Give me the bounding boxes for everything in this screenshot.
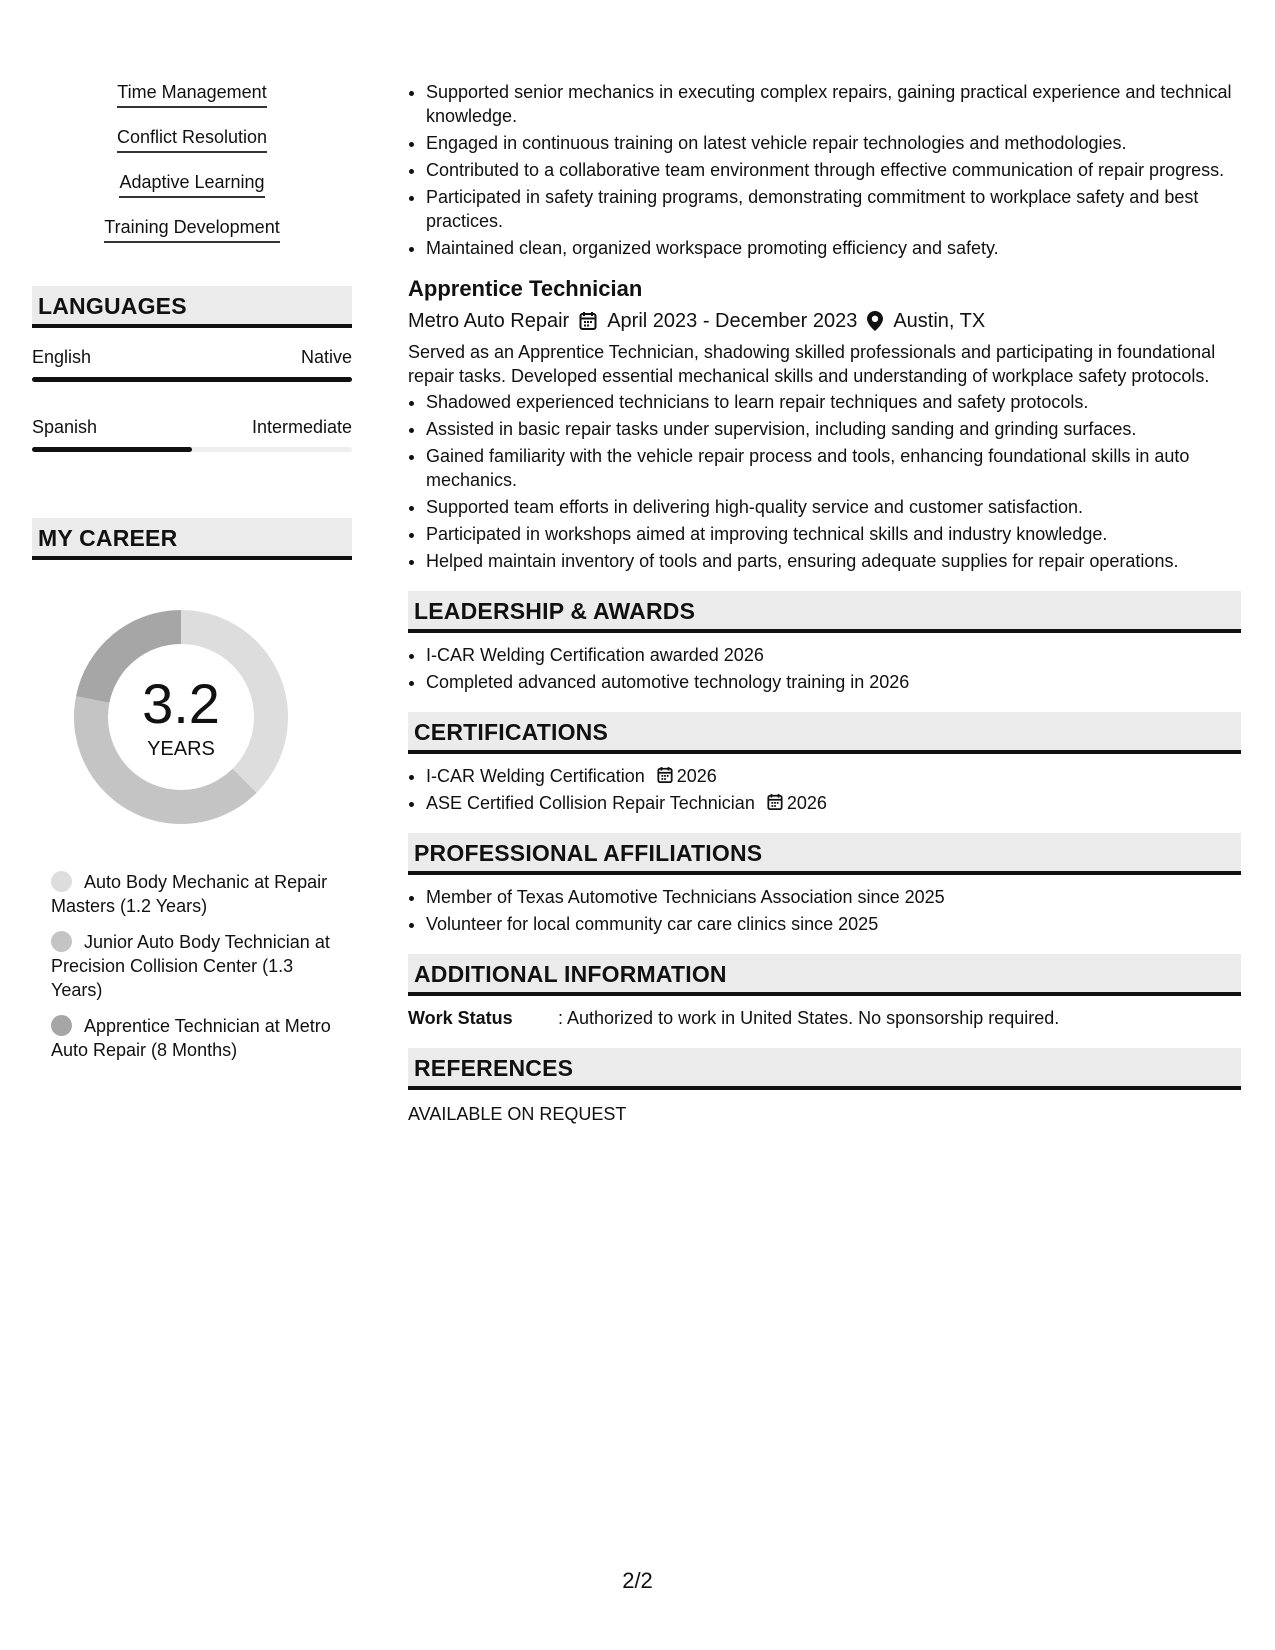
list-item: • Gained familiarity with the vehicle repair process and tools, enhancing foundational skills in auto mechanics. xyxy=(426,444,1241,492)
career-legend-item: Junior Auto Body Technician at Precision Collision Center (1.3 Years) xyxy=(51,932,330,1000)
job-location: Austin, TX xyxy=(893,310,986,332)
job-company: Metro Auto Repair xyxy=(408,310,570,332)
list-item: • Shadowed experienced technicians to learn repair techniques and safety protocols. xyxy=(426,390,1241,414)
list-item: • Volunteer for local community car care clinics since 2025 xyxy=(426,912,1241,936)
legend-dot xyxy=(51,871,72,892)
list-item xyxy=(426,764,1241,788)
legend-dot xyxy=(51,931,72,952)
language-proficiency-fill xyxy=(32,447,192,452)
career-donut-chart xyxy=(66,602,296,832)
certification-name: I-CAR Welding Certification xyxy=(426,766,645,786)
certifications-section xyxy=(408,712,1241,815)
right-column xyxy=(408,80,1241,1126)
list-item xyxy=(426,791,1241,815)
left-column xyxy=(32,80,352,1074)
list-item: • Participated in workshops aimed at improving technical skills and industry knowledge. xyxy=(426,522,1241,546)
language-name: Spanish xyxy=(32,417,98,437)
list-item: • I-CAR Welding Certification awarded 2026 xyxy=(426,643,1241,667)
job-dates: April 2023 - December 2023 xyxy=(607,310,858,332)
additional-info-section xyxy=(408,954,1241,1030)
skill-item: Time Management xyxy=(117,80,266,108)
career-legend-item: Auto Body Mechanic at Repair Masters (1.2 Years) xyxy=(51,872,328,916)
list-item: • Supported team efforts in delivering high-quality service and customer satisfaction. xyxy=(426,495,1241,519)
page-number: 2/2 xyxy=(622,1568,653,1593)
references-section xyxy=(408,1048,1241,1126)
career-heading: MY CAREER xyxy=(32,518,352,560)
list-item: • Engaged in continuous training on latest vehicle repair technologies and methodologies. xyxy=(426,131,1241,155)
certification-year: 2026 xyxy=(786,793,827,813)
job-description: Served as an Apprentice Technician, shadowing skilled professionals and participating in foundational repair tasks. Developed essential mechanical skills and understanding of workplace safety protocols. xyxy=(408,342,1216,386)
language-proficiency-fill xyxy=(32,377,352,382)
job-bullets xyxy=(408,390,1241,573)
calendar-icon xyxy=(657,766,673,784)
certification-name: ASE Certified Collision Repair Technician xyxy=(426,793,755,813)
language-proficiency-bar xyxy=(32,447,352,452)
work-status-label: Work Status xyxy=(408,1008,513,1028)
skill-item: Training Development xyxy=(104,215,279,243)
career-total-years: 3.2 xyxy=(142,672,220,735)
list-item: • Assisted in basic repair tasks under supervision, including sanding and grinding surfaces. xyxy=(426,417,1241,441)
work-status-value: : Authorized to work in United States. No sponsorship required. xyxy=(558,1008,1060,1028)
list-item: • Completed advanced automotive technology training in 2026 xyxy=(426,670,1241,694)
list-item: • Member of Texas Automotive Technicians Association since 2025 xyxy=(426,885,1241,909)
references-heading: REFERENCES xyxy=(408,1048,1241,1090)
language-item xyxy=(32,346,352,382)
language-level: Intermediate xyxy=(251,417,352,437)
languages-heading: LANGUAGES xyxy=(32,286,352,328)
list-item: • Supported senior mechanics in executing complex repairs, gaining practical experience and technical knowledge. xyxy=(426,80,1241,128)
job-meta xyxy=(408,306,1241,336)
skill-item: Conflict Resolution xyxy=(117,125,267,153)
career-legend xyxy=(51,870,331,1062)
skill-item: Adaptive Learning xyxy=(119,170,264,198)
language-name: English xyxy=(32,347,92,367)
affiliations-section xyxy=(408,833,1241,936)
affiliations-heading: PROFESSIONAL AFFILIATIONS xyxy=(408,833,1241,875)
calendar-icon xyxy=(579,311,597,331)
references-text: AVAILABLE ON REQUEST xyxy=(408,1104,627,1124)
language-proficiency-bar xyxy=(32,377,352,382)
skills-list xyxy=(32,80,352,260)
additional-info-heading: ADDITIONAL INFORMATION xyxy=(408,954,1241,996)
list-item: • Participated in safety training programs, demonstrating commitment to workplace safety and best practices. xyxy=(426,185,1241,233)
awards-heading: LEADERSHIP & AWARDS xyxy=(408,591,1241,633)
location-pin-icon xyxy=(867,311,883,331)
career-legend-item: Apprentice Technician at Metro Auto Repair (8 Months) xyxy=(51,1016,331,1060)
job-title: Apprentice Technician xyxy=(408,276,643,301)
list-item: • Helped maintain inventory of tools and parts, ensuring adequate supplies for repair operations. xyxy=(426,549,1241,573)
calendar-icon xyxy=(767,793,783,811)
language-item xyxy=(32,416,352,452)
legend-dot xyxy=(51,1015,72,1036)
list-item: • Contributed to a collaborative team environment through effective communication of repair progress. xyxy=(426,158,1241,182)
language-level: Native xyxy=(300,347,352,367)
previous-job-bullets xyxy=(408,80,1241,260)
certifications-heading: CERTIFICATIONS xyxy=(408,712,1241,754)
career-total-unit: YEARS xyxy=(147,738,215,760)
list-item: • Maintained clean, organized workspace promoting efficiency and safety. xyxy=(426,236,1241,260)
awards-section xyxy=(408,591,1241,694)
certification-year: 2026 xyxy=(676,766,717,786)
